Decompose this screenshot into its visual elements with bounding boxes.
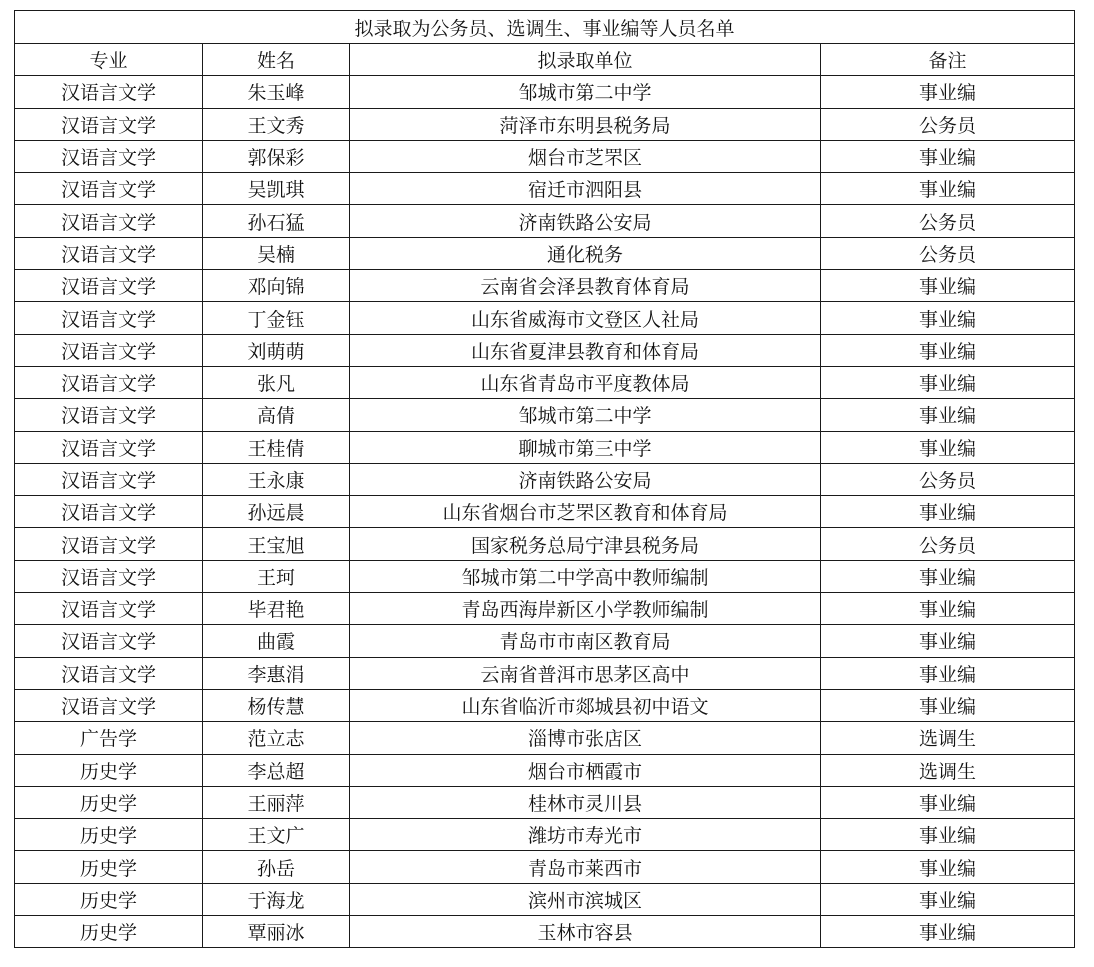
cell-note: 事业编 xyxy=(821,399,1075,431)
cell-unit: 潍坊市寿光市 xyxy=(350,819,821,851)
cell-note: 事业编 xyxy=(821,496,1075,528)
table-row xyxy=(15,593,1075,625)
cell-name: 王丽萍 xyxy=(203,786,350,818)
cell-name: 朱玉峰 xyxy=(203,76,350,108)
cell-note: 公务员 xyxy=(821,205,1075,237)
table-row xyxy=(15,76,1075,108)
table-row xyxy=(15,916,1075,948)
cell-name: 孙远晨 xyxy=(203,496,350,528)
cell-major: 汉语言文学 xyxy=(15,108,203,140)
cell-name: 孙岳 xyxy=(203,851,350,883)
header-note: 备注 xyxy=(821,44,1075,76)
cell-major: 历史学 xyxy=(15,754,203,786)
cell-unit: 山东省威海市文登区人社局 xyxy=(350,302,821,334)
cell-name: 李总超 xyxy=(203,754,350,786)
cell-major: 汉语言文学 xyxy=(15,657,203,689)
cell-major: 历史学 xyxy=(15,883,203,915)
cell-unit: 山东省夏津县教育和体育局 xyxy=(350,334,821,366)
cell-note: 选调生 xyxy=(821,754,1075,786)
cell-name: 毕君艳 xyxy=(203,593,350,625)
cell-unit: 宿迁市泗阳县 xyxy=(350,173,821,205)
cell-note: 事业编 xyxy=(821,173,1075,205)
table-row xyxy=(15,140,1075,172)
table-row xyxy=(15,883,1075,915)
cell-name: 王文秀 xyxy=(203,108,350,140)
cell-name: 孙石猛 xyxy=(203,205,350,237)
table-row xyxy=(15,399,1075,431)
cell-unit: 邹城市第二中学 xyxy=(350,399,821,431)
cell-note: 事业编 xyxy=(821,916,1075,948)
cell-name: 王珂 xyxy=(203,560,350,592)
cell-note: 事业编 xyxy=(821,76,1075,108)
cell-unit: 济南铁路公安局 xyxy=(350,463,821,495)
cell-note: 事业编 xyxy=(821,560,1075,592)
cell-major: 汉语言文学 xyxy=(15,237,203,269)
header-name: 姓名 xyxy=(203,44,350,76)
cell-major: 汉语言文学 xyxy=(15,270,203,302)
table-row xyxy=(15,689,1075,721)
cell-note: 事业编 xyxy=(821,689,1075,721)
cell-major: 汉语言文学 xyxy=(15,431,203,463)
cell-name: 李惠涓 xyxy=(203,657,350,689)
table-row xyxy=(15,173,1075,205)
header-row xyxy=(15,44,1075,76)
cell-unit: 淄博市张店区 xyxy=(350,722,821,754)
cell-note: 公务员 xyxy=(821,528,1075,560)
cell-major: 汉语言文学 xyxy=(15,496,203,528)
cell-name: 王桂倩 xyxy=(203,431,350,463)
cell-name: 于海龙 xyxy=(203,883,350,915)
cell-major: 汉语言文学 xyxy=(15,399,203,431)
cell-note: 公务员 xyxy=(821,108,1075,140)
cell-note: 事业编 xyxy=(821,334,1075,366)
cell-major: 汉语言文学 xyxy=(15,689,203,721)
table-row xyxy=(15,819,1075,851)
cell-major: 历史学 xyxy=(15,819,203,851)
cell-name: 高倩 xyxy=(203,399,350,431)
cell-unit: 云南省普洱市思茅区高中 xyxy=(350,657,821,689)
cell-major: 汉语言文学 xyxy=(15,528,203,560)
table-row xyxy=(15,657,1075,689)
cell-name: 张凡 xyxy=(203,366,350,398)
table-row xyxy=(15,334,1075,366)
title-row xyxy=(15,11,1075,44)
cell-name: 吴楠 xyxy=(203,237,350,269)
cell-major: 汉语言文学 xyxy=(15,76,203,108)
cell-name: 丁金钰 xyxy=(203,302,350,334)
cell-major: 汉语言文学 xyxy=(15,173,203,205)
cell-unit: 玉林市容县 xyxy=(350,916,821,948)
cell-note: 事业编 xyxy=(821,593,1075,625)
cell-note: 事业编 xyxy=(821,302,1075,334)
cell-major: 汉语言文学 xyxy=(15,205,203,237)
table-row xyxy=(15,431,1075,463)
roster-body xyxy=(15,76,1075,948)
table-row xyxy=(15,302,1075,334)
cell-note: 公务员 xyxy=(821,463,1075,495)
table-row xyxy=(15,108,1075,140)
cell-name: 邓向锦 xyxy=(203,270,350,302)
cell-unit: 邹城市第二中学高中教师编制 xyxy=(350,560,821,592)
cell-unit: 邹城市第二中学 xyxy=(350,76,821,108)
cell-note: 事业编 xyxy=(821,786,1075,818)
table-row xyxy=(15,560,1075,592)
cell-name: 王永康 xyxy=(203,463,350,495)
cell-name: 郭保彩 xyxy=(203,140,350,172)
table-row xyxy=(15,528,1075,560)
cell-unit: 青岛西海岸新区小学教师编制 xyxy=(350,593,821,625)
cell-unit: 山东省烟台市芝罘区教育和体育局 xyxy=(350,496,821,528)
table-row xyxy=(15,851,1075,883)
cell-note: 事业编 xyxy=(821,883,1075,915)
cell-name: 刘萌萌 xyxy=(203,334,350,366)
cell-unit: 青岛市市南区教育局 xyxy=(350,625,821,657)
cell-unit: 山东省青岛市平度教体局 xyxy=(350,366,821,398)
cell-name: 杨传慧 xyxy=(203,689,350,721)
cell-note: 公务员 xyxy=(821,237,1075,269)
cell-name: 吴凯琪 xyxy=(203,173,350,205)
cell-unit: 济南铁路公安局 xyxy=(350,205,821,237)
cell-note: 事业编 xyxy=(821,819,1075,851)
cell-unit: 滨州市滨城区 xyxy=(350,883,821,915)
cell-note: 选调生 xyxy=(821,722,1075,754)
cell-note: 事业编 xyxy=(821,270,1075,302)
cell-major: 历史学 xyxy=(15,851,203,883)
table-row xyxy=(15,237,1075,269)
table-row xyxy=(15,496,1075,528)
cell-major: 汉语言文学 xyxy=(15,560,203,592)
cell-major: 汉语言文学 xyxy=(15,334,203,366)
cell-unit: 云南省会泽县教育体育局 xyxy=(350,270,821,302)
table-row xyxy=(15,270,1075,302)
cell-major: 历史学 xyxy=(15,786,203,818)
cell-major: 汉语言文学 xyxy=(15,593,203,625)
cell-unit: 烟台市栖霞市 xyxy=(350,754,821,786)
cell-unit: 通化税务 xyxy=(350,237,821,269)
roster-sheet xyxy=(14,10,1074,948)
cell-note: 事业编 xyxy=(821,366,1075,398)
cell-name: 王宝旭 xyxy=(203,528,350,560)
cell-unit: 山东省临沂市郯城县初中语文 xyxy=(350,689,821,721)
cell-name: 覃丽冰 xyxy=(203,916,350,948)
cell-unit: 青岛市莱西市 xyxy=(350,851,821,883)
cell-unit: 菏泽市东明县税务局 xyxy=(350,108,821,140)
cell-note: 事业编 xyxy=(821,431,1075,463)
cell-name: 范立志 xyxy=(203,722,350,754)
cell-major: 汉语言文学 xyxy=(15,140,203,172)
cell-major: 历史学 xyxy=(15,916,203,948)
admission-roster-table xyxy=(14,10,1075,948)
cell-major: 汉语言文学 xyxy=(15,302,203,334)
cell-name: 曲霞 xyxy=(203,625,350,657)
table-row xyxy=(15,722,1075,754)
cell-major: 汉语言文学 xyxy=(15,625,203,657)
cell-note: 事业编 xyxy=(821,851,1075,883)
table-row xyxy=(15,205,1075,237)
cell-unit: 桂林市灵川县 xyxy=(350,786,821,818)
table-row xyxy=(15,625,1075,657)
cell-name: 王文广 xyxy=(203,819,350,851)
cell-unit: 国家税务总局宁津县税务局 xyxy=(350,528,821,560)
table-row xyxy=(15,463,1075,495)
header-unit: 拟录取单位 xyxy=(350,44,821,76)
cell-major: 广告学 xyxy=(15,722,203,754)
cell-unit: 聊城市第三中学 xyxy=(350,431,821,463)
table-title: 拟录取为公务员、选调生、事业编等人员名单 xyxy=(15,11,1075,44)
table-row xyxy=(15,366,1075,398)
cell-major: 汉语言文学 xyxy=(15,366,203,398)
table-row xyxy=(15,754,1075,786)
cell-note: 事业编 xyxy=(821,657,1075,689)
header-major: 专业 xyxy=(15,44,203,76)
cell-major: 汉语言文学 xyxy=(15,463,203,495)
cell-note: 事业编 xyxy=(821,625,1075,657)
table-row xyxy=(15,786,1075,818)
cell-note: 事业编 xyxy=(821,140,1075,172)
cell-unit: 烟台市芝罘区 xyxy=(350,140,821,172)
